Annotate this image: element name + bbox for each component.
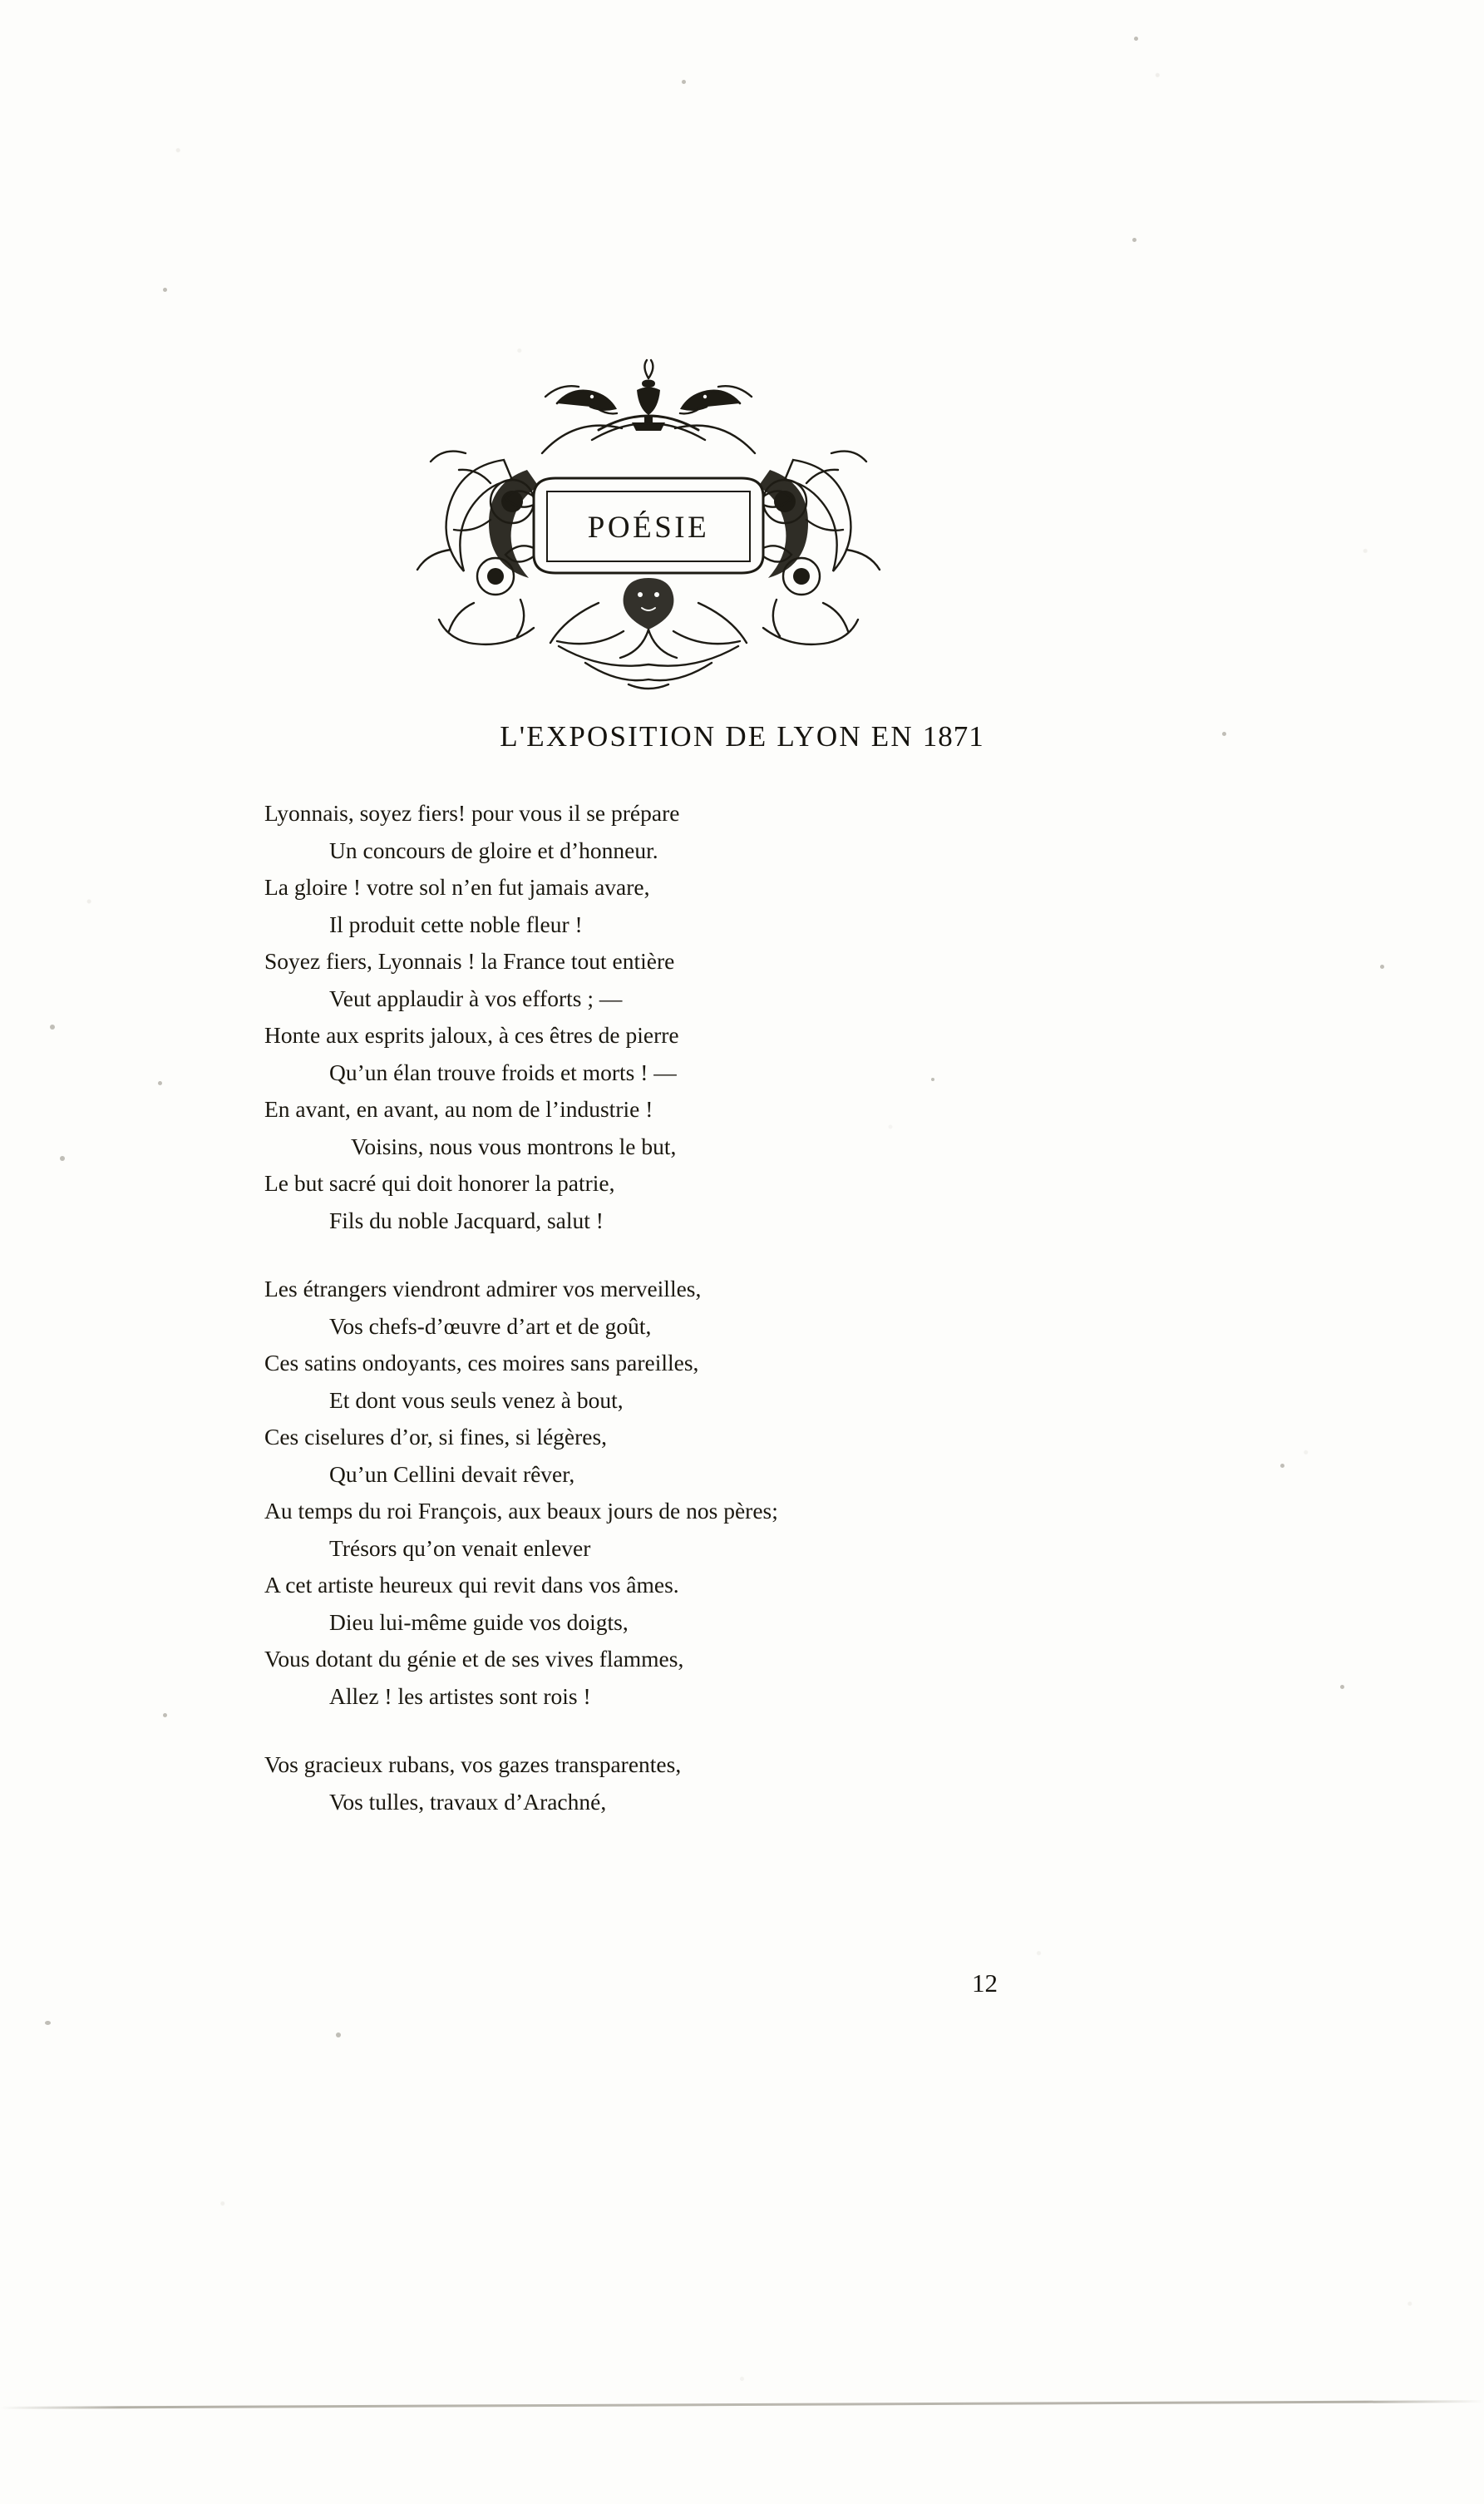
page-edge-line: [0, 2400, 1484, 2409]
verse-line: Vos gracieux rubans, vos gazes transparentes,: [264, 1751, 682, 1777]
verse-line: Ces satins ondoyants, ces moires sans pareilles,: [264, 1350, 699, 1375]
page-title: [0, 720, 1484, 753]
verse-line: Lyonnais, soyez fiers! pour vous il se prépare: [264, 800, 680, 826]
verse-line: Vos tulles, travaux d’Arachné,: [329, 1788, 607, 1815]
verse-line: Vous dotant du génie et de ses vives flammes,: [264, 1646, 684, 1672]
verse-line: Voisins, nous vous montrons le but,: [351, 1133, 677, 1159]
verse-line: Il produit cette noble fleur !: [329, 911, 583, 937]
verse-line: Allez ! les artistes sont rois !: [329, 1682, 591, 1709]
verse-line: Veut applaudir à vos efforts ; —: [329, 985, 623, 1011]
verse-line: Soyez fiers, Lyonnais ! la France tout entière: [264, 948, 675, 974]
stanza: [264, 1271, 1220, 1715]
verse-line: Vos chefs-d’œuvre d’art et de goût,: [329, 1312, 652, 1339]
page-number: 12: [972, 1968, 998, 1998]
verse-line: Les étrangers viendront admirer vos merveilles,: [264, 1276, 702, 1301]
verse-line: Au temps du roi François, aux beaux jours de nos pères;: [264, 1498, 778, 1524]
verse-line: Honte aux esprits jaloux, à ces êtres de pierre: [264, 1022, 679, 1048]
verse-line: A cet artiste heureux qui revit dans vos âmes.: [264, 1572, 679, 1598]
verse-line: Trésors qu’on venait enlever: [329, 1534, 591, 1561]
verse-line: Qu’un élan trouve froids et morts ! —: [329, 1059, 677, 1085]
poem-title-year: 1871: [922, 720, 984, 753]
verse-line: En avant, en avant, au nom de l’industrie !: [264, 1096, 653, 1122]
verse-line: Dieu lui-même guide vos doigts,: [329, 1608, 629, 1635]
verse-line: Qu’un Cellini devait rêver,: [329, 1460, 575, 1487]
ornament-section-label: POÉSIE: [587, 511, 710, 545]
verse-line: La gloire ! votre sol n’en fut jamais avare,: [264, 874, 650, 900]
verse-line: Et dont vous seuls venez à bout,: [329, 1386, 624, 1413]
stanza: [264, 1746, 1220, 1820]
poesie-headpiece-ornament: [349, 353, 948, 703]
verse-line: Un concours de gloire et d’honneur.: [329, 837, 658, 863]
verse-line: Ces ciselures d’or, si fines, si légères,: [264, 1424, 608, 1450]
verse-line: Le but sacré qui doit honorer la patrie,: [264, 1170, 615, 1196]
verse-line: Fils du noble Jacquard, salut !: [329, 1207, 604, 1233]
poem-body: [264, 795, 1220, 1820]
stanza: [264, 795, 1220, 1239]
poem-title-text: L'EXPOSITION DE LYON EN: [500, 720, 923, 753]
